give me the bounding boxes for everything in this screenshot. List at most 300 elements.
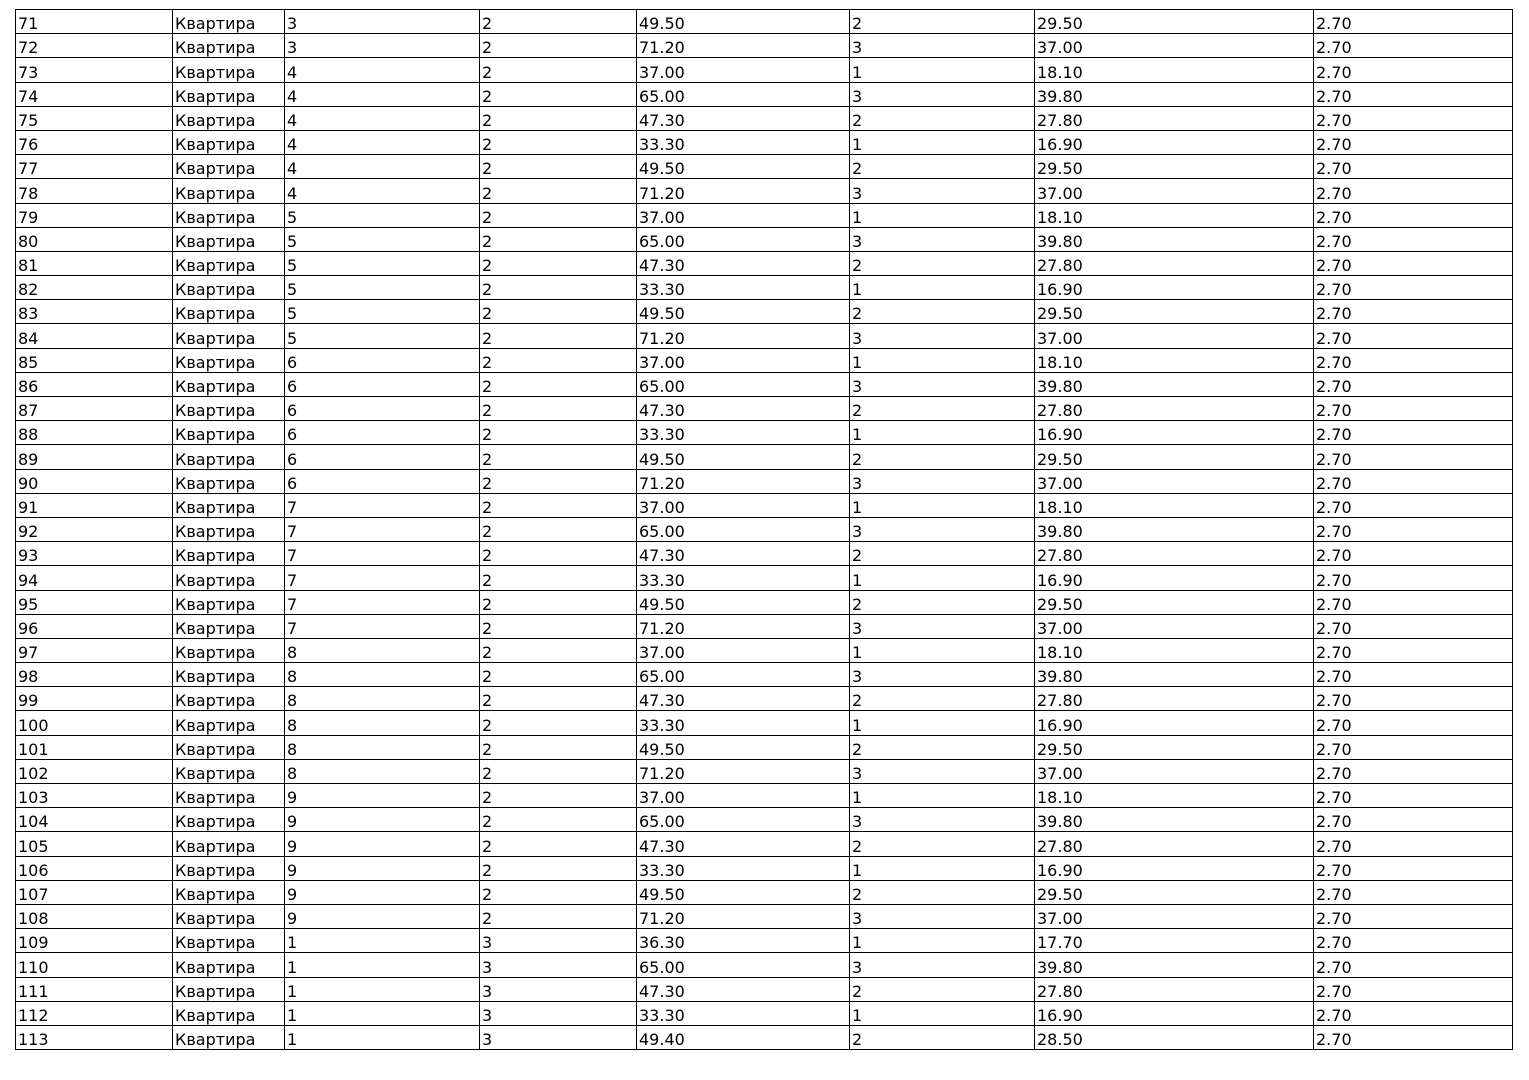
cell-living-area: 39.80 [1035, 517, 1314, 541]
cell-ceiling-height: 2.70 [1314, 324, 1513, 348]
cell-ceiling-height: 2.70 [1314, 397, 1513, 421]
cell-apartment-number: 91 [16, 493, 173, 517]
cell-section: 2 [480, 251, 637, 275]
cell-section: 2 [480, 904, 637, 928]
cell-living-area: 27.80 [1035, 106, 1314, 130]
cell-ceiling-height: 2.70 [1314, 276, 1513, 300]
cell-floor: 1 [285, 977, 480, 1001]
cell-apartment-number: 76 [16, 130, 173, 154]
cell-total-area: 65.00 [637, 517, 850, 541]
cell-premise-type: Квартира [173, 203, 285, 227]
cell-rooms: 3 [850, 227, 1035, 251]
cell-section: 2 [480, 203, 637, 227]
table-row [16, 445, 1513, 469]
cell-apartment-number: 78 [16, 179, 173, 203]
cell-premise-type: Квартира [173, 10, 285, 34]
cell-apartment-number: 85 [16, 348, 173, 372]
cell-section: 2 [480, 227, 637, 251]
cell-ceiling-height: 2.70 [1314, 808, 1513, 832]
cell-living-area: 29.50 [1035, 735, 1314, 759]
cell-rooms: 1 [850, 638, 1035, 662]
cell-ceiling-height: 2.70 [1314, 832, 1513, 856]
cell-rooms: 2 [850, 880, 1035, 904]
cell-premise-type: Квартира [173, 904, 285, 928]
table-row [16, 808, 1513, 832]
cell-total-area: 71.20 [637, 614, 850, 638]
cell-section: 2 [480, 58, 637, 82]
cell-premise-type: Квартира [173, 324, 285, 348]
table-row [16, 590, 1513, 614]
cell-living-area: 16.90 [1035, 566, 1314, 590]
cell-ceiling-height: 2.70 [1314, 445, 1513, 469]
cell-section: 2 [480, 10, 637, 34]
cell-living-area: 18.10 [1035, 203, 1314, 227]
cell-section: 3 [480, 953, 637, 977]
cell-ceiling-height: 2.70 [1314, 1025, 1513, 1049]
cell-apartment-number: 99 [16, 687, 173, 711]
table-row [16, 929, 1513, 953]
cell-floor: 1 [285, 953, 480, 977]
cell-total-area: 36.30 [637, 929, 850, 953]
cell-apartment-number: 107 [16, 880, 173, 904]
cell-section: 2 [480, 566, 637, 590]
cell-apartment-number: 96 [16, 614, 173, 638]
cell-apartment-number: 100 [16, 711, 173, 735]
cell-premise-type: Квартира [173, 58, 285, 82]
cell-section: 2 [480, 759, 637, 783]
cell-rooms: 2 [850, 10, 1035, 34]
cell-rooms: 3 [850, 179, 1035, 203]
cell-floor: 3 [285, 10, 480, 34]
cell-premise-type: Квартира [173, 566, 285, 590]
cell-floor: 7 [285, 517, 480, 541]
cell-living-area: 18.10 [1035, 493, 1314, 517]
apartment-table-wrapper [15, 9, 1513, 1050]
cell-floor: 1 [285, 929, 480, 953]
cell-ceiling-height: 2.70 [1314, 542, 1513, 566]
table-row [16, 977, 1513, 1001]
cell-apartment-number: 105 [16, 832, 173, 856]
cell-living-area: 17.70 [1035, 929, 1314, 953]
cell-premise-type: Квартира [173, 227, 285, 251]
cell-section: 2 [480, 711, 637, 735]
cell-living-area: 18.10 [1035, 58, 1314, 82]
cell-rooms: 1 [850, 58, 1035, 82]
cell-total-area: 71.20 [637, 759, 850, 783]
cell-living-area: 29.50 [1035, 155, 1314, 179]
table-row [16, 638, 1513, 662]
cell-living-area: 29.50 [1035, 880, 1314, 904]
cell-premise-type: Квартира [173, 421, 285, 445]
cell-ceiling-height: 2.70 [1314, 663, 1513, 687]
cell-premise-type: Квартира [173, 953, 285, 977]
cell-premise-type: Квартира [173, 348, 285, 372]
cell-floor: 6 [285, 469, 480, 493]
cell-rooms: 3 [850, 34, 1035, 58]
cell-premise-type: Квартира [173, 808, 285, 832]
cell-rooms: 1 [850, 1001, 1035, 1025]
cell-rooms: 2 [850, 155, 1035, 179]
cell-ceiling-height: 2.70 [1314, 130, 1513, 154]
cell-total-area: 65.00 [637, 808, 850, 832]
cell-rooms: 1 [850, 784, 1035, 808]
table-row [16, 469, 1513, 493]
table-row [16, 1025, 1513, 1049]
cell-apartment-number: 86 [16, 372, 173, 396]
cell-rooms: 3 [850, 469, 1035, 493]
table-row [16, 759, 1513, 783]
cell-living-area: 39.80 [1035, 227, 1314, 251]
cell-premise-type: Квартира [173, 590, 285, 614]
cell-ceiling-height: 2.70 [1314, 34, 1513, 58]
cell-premise-type: Квартира [173, 711, 285, 735]
cell-total-area: 33.30 [637, 566, 850, 590]
cell-apartment-number: 104 [16, 808, 173, 832]
cell-living-area: 29.50 [1035, 300, 1314, 324]
cell-section: 2 [480, 372, 637, 396]
cell-ceiling-height: 2.70 [1314, 348, 1513, 372]
cell-total-area: 47.30 [637, 251, 850, 275]
cell-rooms: 1 [850, 276, 1035, 300]
cell-section: 2 [480, 832, 637, 856]
cell-premise-type: Квартира [173, 469, 285, 493]
cell-rooms: 2 [850, 397, 1035, 421]
cell-total-area: 33.30 [637, 1001, 850, 1025]
table-row [16, 687, 1513, 711]
table-row [16, 542, 1513, 566]
table-row [16, 179, 1513, 203]
cell-ceiling-height: 2.70 [1314, 566, 1513, 590]
table-row [16, 1001, 1513, 1025]
table-row [16, 784, 1513, 808]
cell-living-area: 27.80 [1035, 832, 1314, 856]
cell-ceiling-height: 2.70 [1314, 784, 1513, 808]
cell-living-area: 37.00 [1035, 904, 1314, 928]
cell-premise-type: Квартира [173, 493, 285, 517]
cell-total-area: 47.30 [637, 106, 850, 130]
cell-floor: 4 [285, 82, 480, 106]
cell-apartment-number: 106 [16, 856, 173, 880]
table-row [16, 953, 1513, 977]
cell-living-area: 16.90 [1035, 421, 1314, 445]
cell-apartment-number: 82 [16, 276, 173, 300]
table-row [16, 856, 1513, 880]
cell-floor: 5 [285, 251, 480, 275]
cell-total-area: 47.30 [637, 397, 850, 421]
cell-floor: 6 [285, 397, 480, 421]
cell-ceiling-height: 2.70 [1314, 106, 1513, 130]
cell-section: 2 [480, 179, 637, 203]
cell-section: 3 [480, 1001, 637, 1025]
table-row [16, 517, 1513, 541]
cell-section: 2 [480, 324, 637, 348]
cell-premise-type: Квартира [173, 251, 285, 275]
cell-rooms: 3 [850, 614, 1035, 638]
cell-rooms: 3 [850, 517, 1035, 541]
table-row [16, 493, 1513, 517]
cell-section: 2 [480, 348, 637, 372]
cell-premise-type: Квартира [173, 929, 285, 953]
cell-ceiling-height: 2.70 [1314, 977, 1513, 1001]
table-row [16, 711, 1513, 735]
cell-apartment-number: 112 [16, 1001, 173, 1025]
cell-living-area: 18.10 [1035, 638, 1314, 662]
cell-total-area: 37.00 [637, 493, 850, 517]
cell-ceiling-height: 2.70 [1314, 203, 1513, 227]
cell-total-area: 37.00 [637, 348, 850, 372]
cell-living-area: 16.90 [1035, 276, 1314, 300]
cell-apartment-number: 113 [16, 1025, 173, 1049]
cell-floor: 9 [285, 832, 480, 856]
cell-premise-type: Квартира [173, 1001, 285, 1025]
table-row [16, 130, 1513, 154]
cell-floor: 7 [285, 566, 480, 590]
cell-section: 2 [480, 808, 637, 832]
cell-premise-type: Квартира [173, 106, 285, 130]
cell-floor: 9 [285, 784, 480, 808]
cell-living-area: 16.90 [1035, 711, 1314, 735]
cell-apartment-number: 81 [16, 251, 173, 275]
cell-total-area: 49.50 [637, 445, 850, 469]
cell-ceiling-height: 2.70 [1314, 614, 1513, 638]
cell-floor: 5 [285, 324, 480, 348]
cell-ceiling-height: 2.70 [1314, 735, 1513, 759]
table-row [16, 324, 1513, 348]
cell-apartment-number: 95 [16, 590, 173, 614]
cell-floor: 8 [285, 711, 480, 735]
cell-section: 2 [480, 397, 637, 421]
cell-premise-type: Квартира [173, 397, 285, 421]
cell-floor: 8 [285, 638, 480, 662]
cell-living-area: 16.90 [1035, 856, 1314, 880]
cell-living-area: 37.00 [1035, 614, 1314, 638]
cell-section: 2 [480, 421, 637, 445]
cell-rooms: 3 [850, 82, 1035, 106]
cell-rooms: 2 [850, 590, 1035, 614]
cell-floor: 4 [285, 130, 480, 154]
cell-living-area: 16.90 [1035, 1001, 1314, 1025]
cell-apartment-number: 98 [16, 663, 173, 687]
cell-total-area: 71.20 [637, 34, 850, 58]
cell-section: 2 [480, 106, 637, 130]
cell-premise-type: Квартира [173, 517, 285, 541]
cell-ceiling-height: 2.70 [1314, 372, 1513, 396]
table-row [16, 300, 1513, 324]
cell-total-area: 47.30 [637, 687, 850, 711]
cell-living-area: 37.00 [1035, 324, 1314, 348]
cell-section: 2 [480, 735, 637, 759]
cell-total-area: 71.20 [637, 179, 850, 203]
cell-apartment-number: 101 [16, 735, 173, 759]
cell-living-area: 27.80 [1035, 977, 1314, 1001]
cell-rooms: 2 [850, 832, 1035, 856]
cell-ceiling-height: 2.70 [1314, 711, 1513, 735]
cell-floor: 3 [285, 34, 480, 58]
cell-total-area: 33.30 [637, 421, 850, 445]
cell-premise-type: Квартира [173, 372, 285, 396]
cell-section: 2 [480, 130, 637, 154]
cell-rooms: 1 [850, 493, 1035, 517]
cell-apartment-number: 110 [16, 953, 173, 977]
cell-section: 2 [480, 517, 637, 541]
cell-living-area: 18.10 [1035, 784, 1314, 808]
cell-living-area: 37.00 [1035, 34, 1314, 58]
cell-ceiling-height: 2.70 [1314, 58, 1513, 82]
table-row [16, 10, 1513, 34]
cell-rooms: 1 [850, 203, 1035, 227]
cell-apartment-number: 97 [16, 638, 173, 662]
cell-premise-type: Квартира [173, 880, 285, 904]
cell-total-area: 47.30 [637, 832, 850, 856]
cell-ceiling-height: 2.70 [1314, 493, 1513, 517]
cell-ceiling-height: 2.70 [1314, 421, 1513, 445]
cell-floor: 4 [285, 106, 480, 130]
cell-apartment-number: 73 [16, 58, 173, 82]
cell-ceiling-height: 2.70 [1314, 155, 1513, 179]
cell-premise-type: Квартира [173, 445, 285, 469]
cell-total-area: 49.50 [637, 735, 850, 759]
cell-rooms: 3 [850, 759, 1035, 783]
cell-living-area: 39.80 [1035, 663, 1314, 687]
table-row [16, 82, 1513, 106]
cell-floor: 8 [285, 687, 480, 711]
cell-floor: 1 [285, 1025, 480, 1049]
cell-total-area: 65.00 [637, 82, 850, 106]
cell-ceiling-height: 2.70 [1314, 929, 1513, 953]
cell-premise-type: Квартира [173, 155, 285, 179]
cell-ceiling-height: 2.70 [1314, 856, 1513, 880]
cell-section: 2 [480, 34, 637, 58]
cell-apartment-number: 75 [16, 106, 173, 130]
cell-section: 2 [480, 493, 637, 517]
cell-floor: 9 [285, 904, 480, 928]
cell-total-area: 33.30 [637, 856, 850, 880]
cell-section: 2 [480, 856, 637, 880]
cell-ceiling-height: 2.70 [1314, 759, 1513, 783]
cell-premise-type: Квартира [173, 977, 285, 1001]
cell-rooms: 3 [850, 324, 1035, 348]
cell-living-area: 39.80 [1035, 953, 1314, 977]
cell-section: 2 [480, 542, 637, 566]
cell-total-area: 49.50 [637, 155, 850, 179]
cell-rooms: 3 [850, 953, 1035, 977]
table-row [16, 663, 1513, 687]
cell-floor: 8 [285, 759, 480, 783]
cell-floor: 7 [285, 614, 480, 638]
cell-rooms: 3 [850, 808, 1035, 832]
cell-premise-type: Квартира [173, 82, 285, 106]
cell-floor: 7 [285, 590, 480, 614]
table-row [16, 372, 1513, 396]
cell-ceiling-height: 2.70 [1314, 638, 1513, 662]
cell-total-area: 47.30 [637, 542, 850, 566]
cell-premise-type: Квартира [173, 542, 285, 566]
cell-total-area: 65.00 [637, 953, 850, 977]
table-row [16, 251, 1513, 275]
cell-floor: 5 [285, 203, 480, 227]
cell-living-area: 27.80 [1035, 397, 1314, 421]
cell-section: 2 [480, 614, 637, 638]
table-row [16, 904, 1513, 928]
cell-rooms: 2 [850, 542, 1035, 566]
table-row [16, 397, 1513, 421]
cell-apartment-number: 71 [16, 10, 173, 34]
cell-living-area: 29.50 [1035, 590, 1314, 614]
cell-living-area: 39.80 [1035, 82, 1314, 106]
cell-ceiling-height: 2.70 [1314, 953, 1513, 977]
cell-section: 3 [480, 1025, 637, 1049]
cell-apartment-number: 84 [16, 324, 173, 348]
cell-floor: 5 [285, 300, 480, 324]
cell-apartment-number: 108 [16, 904, 173, 928]
cell-premise-type: Квартира [173, 663, 285, 687]
cell-ceiling-height: 2.70 [1314, 227, 1513, 251]
cell-apartment-number: 109 [16, 929, 173, 953]
cell-apartment-number: 79 [16, 203, 173, 227]
cell-rooms: 2 [850, 251, 1035, 275]
cell-living-area: 28.50 [1035, 1025, 1314, 1049]
cell-rooms: 2 [850, 445, 1035, 469]
cell-living-area: 27.80 [1035, 542, 1314, 566]
cell-section: 2 [480, 880, 637, 904]
cell-apartment-number: 74 [16, 82, 173, 106]
cell-floor: 4 [285, 58, 480, 82]
cell-ceiling-height: 2.70 [1314, 517, 1513, 541]
table-row [16, 880, 1513, 904]
cell-floor: 7 [285, 493, 480, 517]
cell-ceiling-height: 2.70 [1314, 469, 1513, 493]
cell-living-area: 18.10 [1035, 348, 1314, 372]
cell-premise-type: Квартира [173, 856, 285, 880]
cell-premise-type: Квартира [173, 759, 285, 783]
cell-apartment-number: 88 [16, 421, 173, 445]
cell-total-area: 71.20 [637, 904, 850, 928]
cell-rooms: 1 [850, 566, 1035, 590]
cell-rooms: 3 [850, 663, 1035, 687]
cell-premise-type: Квартира [173, 638, 285, 662]
cell-floor: 5 [285, 276, 480, 300]
cell-living-area: 37.00 [1035, 759, 1314, 783]
cell-floor: 6 [285, 421, 480, 445]
cell-section: 2 [480, 276, 637, 300]
cell-total-area: 37.00 [637, 203, 850, 227]
cell-rooms: 1 [850, 348, 1035, 372]
cell-floor: 6 [285, 445, 480, 469]
cell-floor: 8 [285, 735, 480, 759]
cell-ceiling-height: 2.70 [1314, 300, 1513, 324]
cell-floor: 6 [285, 348, 480, 372]
cell-living-area: 29.50 [1035, 445, 1314, 469]
cell-premise-type: Квартира [173, 832, 285, 856]
cell-living-area: 16.90 [1035, 130, 1314, 154]
cell-total-area: 37.00 [637, 58, 850, 82]
cell-rooms: 1 [850, 929, 1035, 953]
cell-total-area: 49.40 [637, 1025, 850, 1049]
cell-section: 2 [480, 469, 637, 493]
cell-total-area: 49.50 [637, 590, 850, 614]
cell-premise-type: Квартира [173, 735, 285, 759]
cell-floor: 9 [285, 880, 480, 904]
cell-total-area: 65.00 [637, 227, 850, 251]
table-row [16, 155, 1513, 179]
cell-section: 2 [480, 784, 637, 808]
cell-section: 3 [480, 929, 637, 953]
cell-rooms: 2 [850, 1025, 1035, 1049]
cell-rooms: 3 [850, 904, 1035, 928]
cell-apartment-number: 80 [16, 227, 173, 251]
cell-premise-type: Квартира [173, 300, 285, 324]
cell-living-area: 39.80 [1035, 372, 1314, 396]
